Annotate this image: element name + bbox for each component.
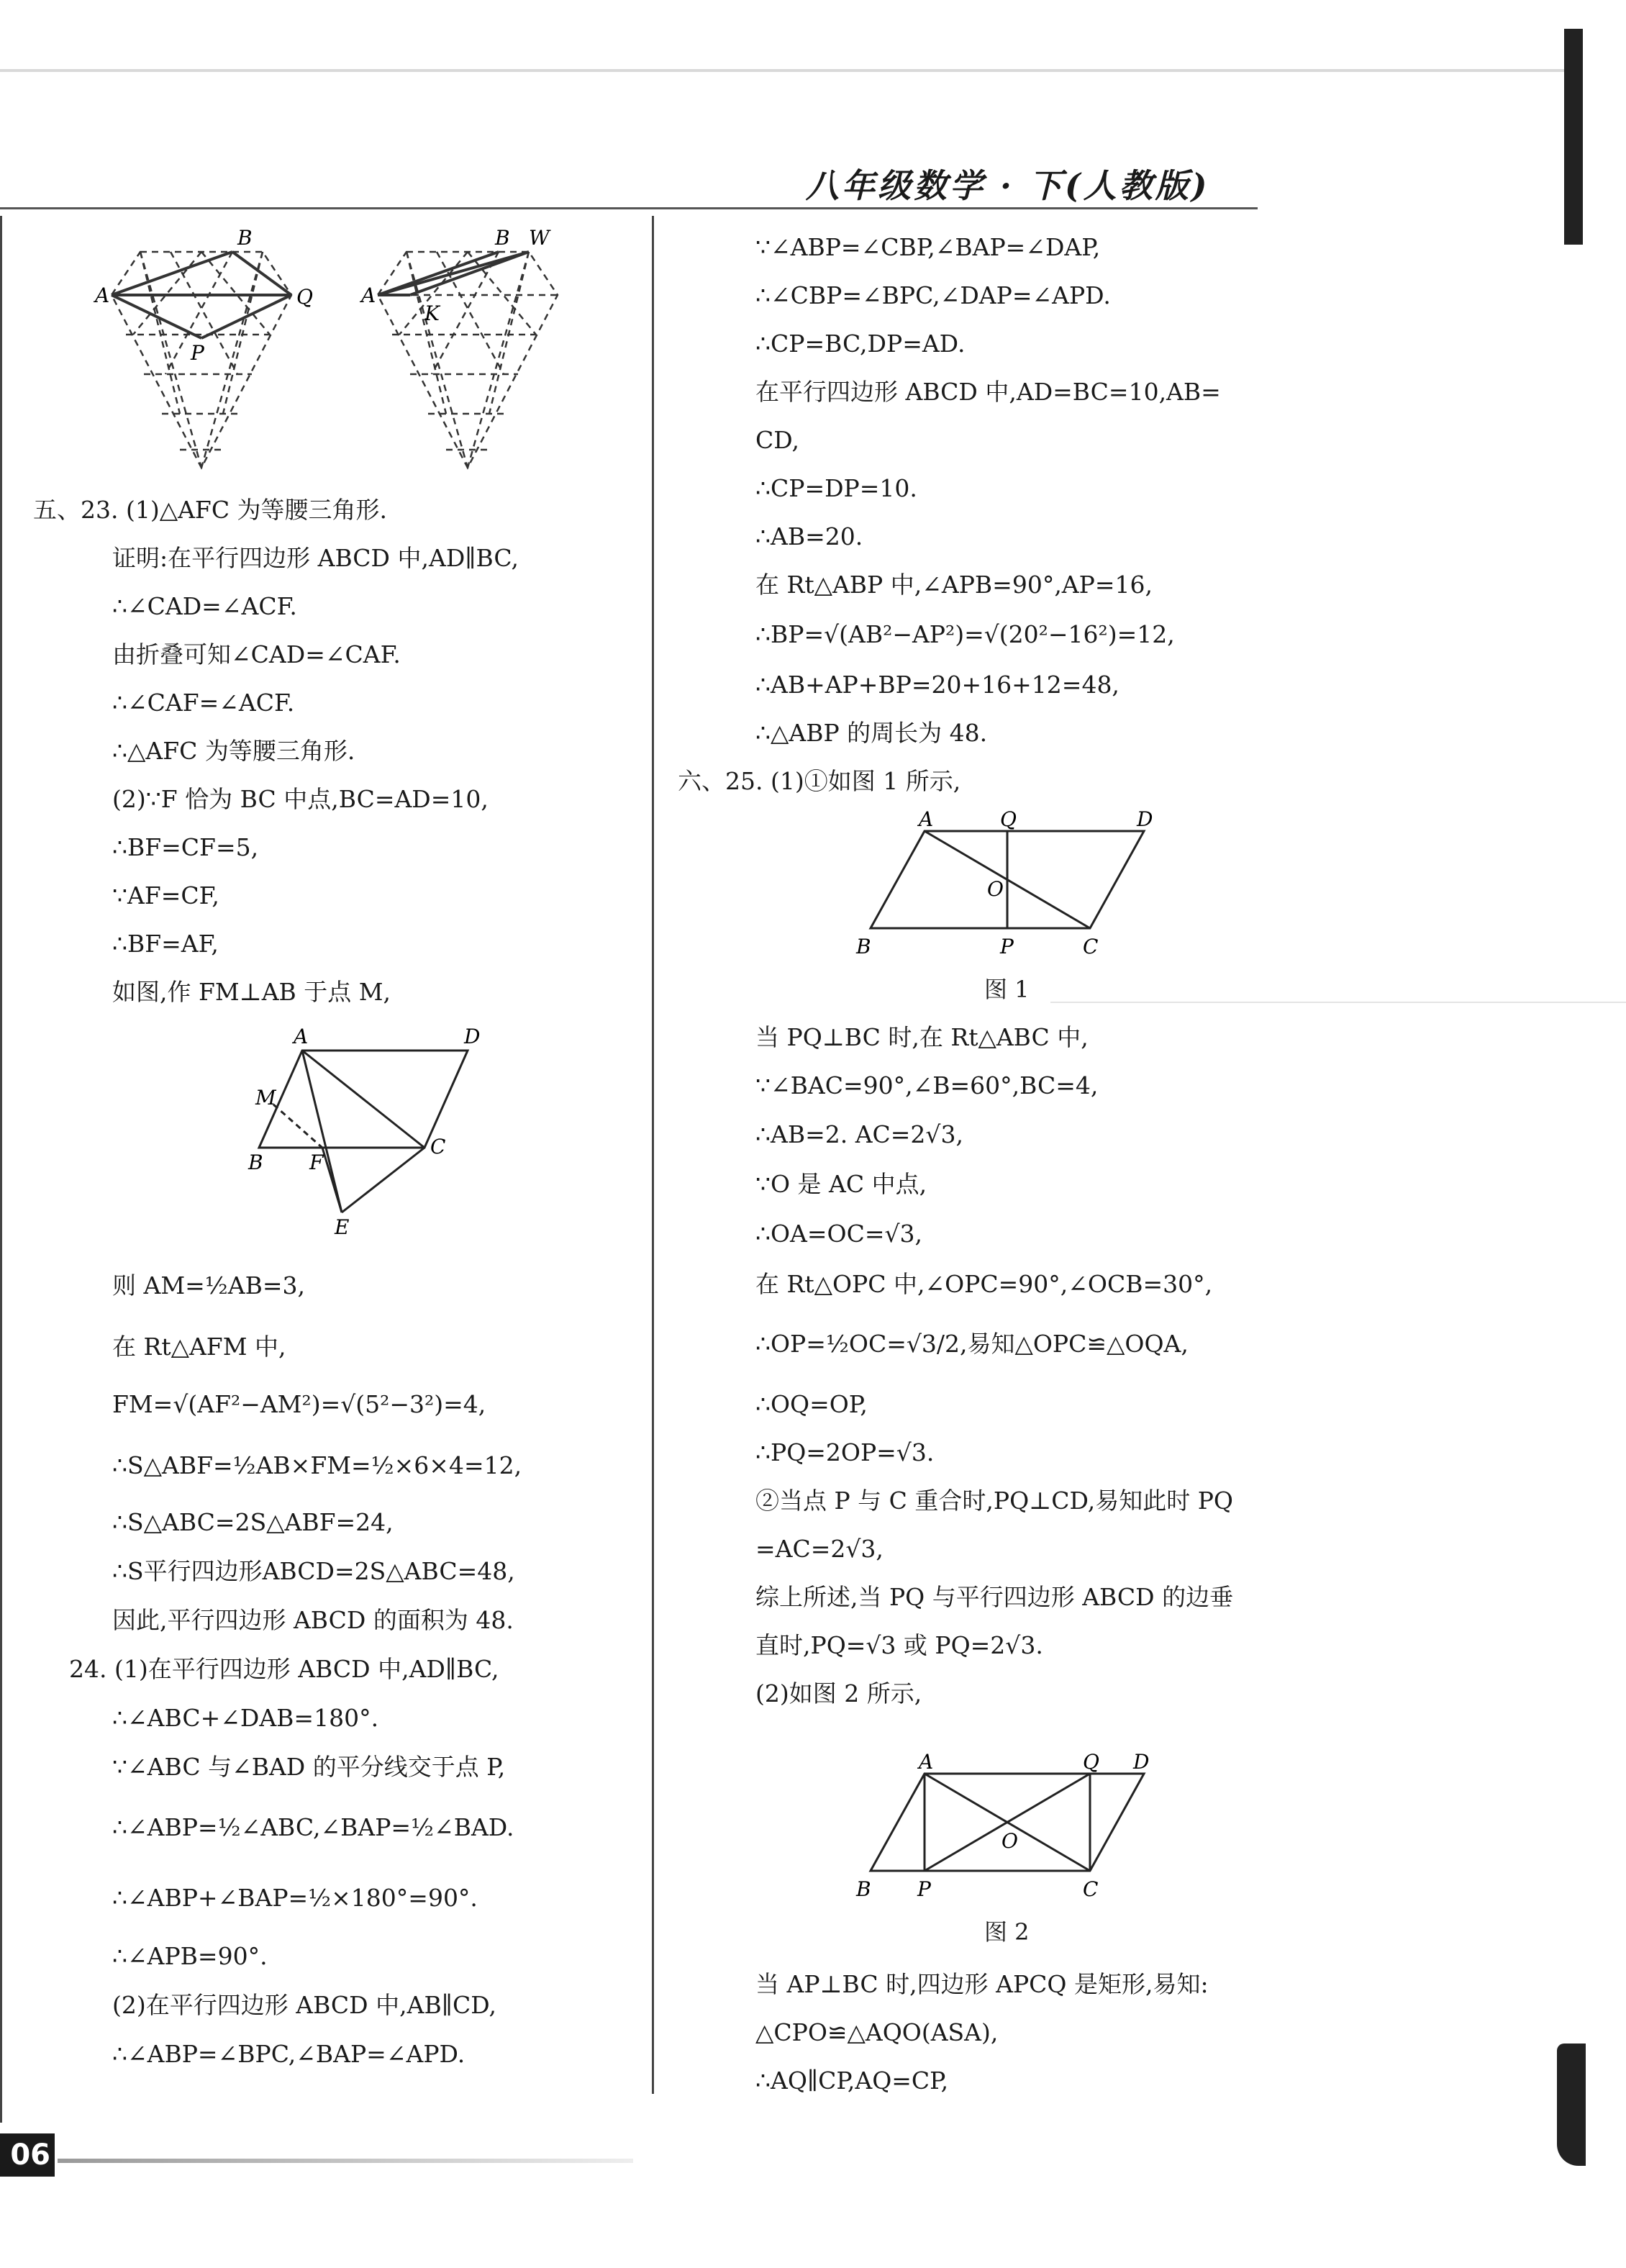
text-line: 当 AP⊥BC 时,四边形 APCQ 是矩形,易知: xyxy=(755,1970,1209,1998)
text-line: 因此,平行四边形 ABCD 的面积为 48. xyxy=(112,1606,514,1634)
text-line: ∴OA=OC=√3, xyxy=(755,1220,922,1248)
label-D: D xyxy=(1133,1750,1150,1774)
label-P: P xyxy=(917,1877,931,1901)
text-line: ∵∠BAC=90°,∠B=60°,BC=4, xyxy=(755,1071,1099,1099)
label-C: C xyxy=(1083,935,1099,958)
top-border-line xyxy=(0,69,1568,72)
label-Q: Q xyxy=(1000,807,1017,831)
text-line: ∴BF=CF=5, xyxy=(112,833,259,861)
text-line: ∴CP=DP=10. xyxy=(755,474,917,502)
diamond-figures xyxy=(95,226,590,475)
text-line: ∴S平行四边形ABCD=2S△ABC=48, xyxy=(112,1557,515,1585)
text-line: ∵O 是 AC 中点, xyxy=(755,1170,927,1198)
label-P: P xyxy=(191,341,204,365)
label-O: O xyxy=(1002,1829,1018,1853)
text-line: 在 Rt△ABP 中,∠APB=90°,AP=16, xyxy=(755,571,1153,599)
text-line: ∴S△ABF=½AB×FM=½×6×4=12, xyxy=(112,1451,522,1479)
text-line: ∴AB=20. xyxy=(755,522,863,550)
text-line: ∴CP=BC,DP=AD. xyxy=(755,330,966,358)
label-Q: Q xyxy=(1083,1750,1099,1774)
label-O: O xyxy=(987,877,1004,901)
label-B: B xyxy=(248,1151,263,1174)
label-F: F xyxy=(309,1151,324,1174)
label-C: C xyxy=(1083,1877,1099,1901)
text-line: 六、25. (1)①如图 1 所示, xyxy=(678,767,961,795)
text-line: 当 PQ⊥BC 时,在 Rt△ABC 中, xyxy=(755,1023,1089,1051)
text-line: ∴OP=½OC=√3/2,易知△OPC≌△OQA, xyxy=(755,1330,1189,1358)
text-line: ∴△ABP 的周长为 48. xyxy=(755,719,988,747)
left-border-line xyxy=(0,216,2,2123)
text-line: ∴BP=√(AB²−AP²)=√(20²−16²)=12, xyxy=(755,620,1175,648)
label-B: B xyxy=(856,1877,871,1901)
text-line: 证明:在平行四边形 ABCD 中,AD∥BC, xyxy=(112,544,519,572)
label-Q: Q xyxy=(296,285,313,309)
label-A: A xyxy=(919,807,934,831)
text-line: 五、23. (1)△AFC 为等腰三角形. xyxy=(33,496,388,524)
text-line: ∴△AFC 为等腰三角形. xyxy=(112,737,355,765)
column-divider xyxy=(652,216,654,2094)
label-D: D xyxy=(464,1025,481,1048)
text-line: 则 AM=½AB=3, xyxy=(112,1271,305,1299)
text-line: (2)∵F 恰为 BC 中点,BC=AD=10, xyxy=(112,785,489,813)
label-A: A xyxy=(919,1750,934,1774)
text-line: ∴∠ABP=∠BPC,∠BAP=∠APD. xyxy=(112,2040,465,2068)
text-line: 在 Rt△AFM 中, xyxy=(112,1333,286,1361)
label-B: B xyxy=(237,226,253,250)
figure-1-caption: 图 1 xyxy=(984,976,1030,1003)
text-line: 24. (1)在平行四边形 ABCD 中,AD∥BC, xyxy=(69,1655,499,1683)
text-line: ∴BF=AF, xyxy=(112,930,219,958)
text-line: ②当点 P 与 C 重合时,PQ⊥CD,易知此时 PQ xyxy=(755,1487,1233,1515)
text-line: ∴∠ABP=½∠ABC,∠BAP=½∠BAD. xyxy=(112,1813,514,1841)
label-K: K xyxy=(424,301,440,325)
text-line: 由折叠可知∠CAD=∠CAF. xyxy=(112,640,401,668)
text-line: ∵AF=CF, xyxy=(112,881,219,910)
text-line: ∴AQ∥CP,AQ=CP, xyxy=(755,2067,949,2095)
text-line: ∵∠ABC 与∠BAD 的平分线交于点 P, xyxy=(112,1753,506,1781)
left-column-top xyxy=(33,486,645,1016)
figure-q23-parallelogram xyxy=(237,1025,504,1241)
text-line: ∴∠ABP+∠BAP=½×180°=90°. xyxy=(112,1884,478,1912)
text-line: ∴AB+AP+BP=20+16+12=48, xyxy=(755,671,1119,699)
diamond-right xyxy=(378,252,558,468)
label-B2: B xyxy=(495,226,510,250)
text-line: ∴OQ=OP, xyxy=(755,1390,868,1418)
text-line: 在平行四边形 ABCD 中,AD=BC=10,AB= xyxy=(755,378,1221,406)
label-D: D xyxy=(1137,807,1153,831)
text-line: CD, xyxy=(755,426,800,454)
text-line: ∴PQ=2OP=√3. xyxy=(755,1438,935,1466)
text-line: ∴S△ABC=2S△ABF=24, xyxy=(112,1508,394,1536)
text-line: 综上所述,当 PQ 与平行四边形 ABCD 的边垂 xyxy=(755,1583,1234,1611)
text-line: (2)在平行四边形 ABCD 中,AB∥CD, xyxy=(112,1991,496,2019)
left-column-bottom xyxy=(33,1253,645,2079)
text-line: 直时,PQ=√3 或 PQ=2√3. xyxy=(755,1631,1043,1659)
binding-edge-mark xyxy=(1564,29,1583,245)
label-M: M xyxy=(255,1086,276,1110)
figure-2-caption: 图 2 xyxy=(984,1918,1030,1946)
label-A2: A xyxy=(361,284,376,307)
text-line: ∵∠ABP=∠CBP,∠BAP=∠DAP, xyxy=(755,233,1101,261)
text-line: 在 Rt△OPC 中,∠OPC=90°,∠OCB=30°, xyxy=(755,1270,1213,1298)
text-line: =AC=2√3, xyxy=(755,1535,884,1563)
text-line: 如图,作 FM⊥AB 于点 M, xyxy=(112,978,391,1006)
text-line: ∴∠CAF=∠ACF. xyxy=(112,689,295,717)
label-P: P xyxy=(1000,935,1014,958)
page-number: 06 xyxy=(0,2133,55,2177)
label-B: B xyxy=(856,935,871,958)
label-E: E xyxy=(335,1215,350,1239)
label-A: A xyxy=(95,284,110,307)
page-header-title: 八年级数学 · 下(人教版) xyxy=(806,166,1210,205)
fold-line xyxy=(1050,1002,1626,1003)
text-line: ∴∠CAD=∠ACF. xyxy=(112,592,297,620)
label-A: A xyxy=(294,1025,309,1048)
footer-decoration xyxy=(58,2159,633,2163)
right-column-mid xyxy=(678,1013,1268,1718)
label-W: W xyxy=(529,226,550,250)
binding-edge-mark-bottom xyxy=(1557,2044,1586,2166)
text-line: FM=√(AF²−AM²)=√(5²−3²)=4, xyxy=(112,1390,486,1418)
header-rule xyxy=(0,207,1258,209)
right-column-bottom xyxy=(678,1960,1268,2105)
text-line: ∴∠ABC+∠DAB=180°. xyxy=(112,1704,379,1732)
text-line: △CPO≌△AQO(ASA), xyxy=(755,2018,999,2046)
right-column-top xyxy=(678,223,1268,805)
text-line: ∴∠APB=90°. xyxy=(112,1942,268,1970)
figure-1-parallelogram xyxy=(849,806,1173,964)
label-C: C xyxy=(430,1135,446,1158)
text-line: ∴∠CBP=∠BPC,∠DAP=∠APD. xyxy=(755,281,1111,309)
figure-2-parallelogram xyxy=(849,1748,1173,1907)
text-line: (2)如图 2 所示, xyxy=(755,1679,922,1707)
text-line: ∴AB=2. AC=2√3, xyxy=(755,1120,963,1148)
